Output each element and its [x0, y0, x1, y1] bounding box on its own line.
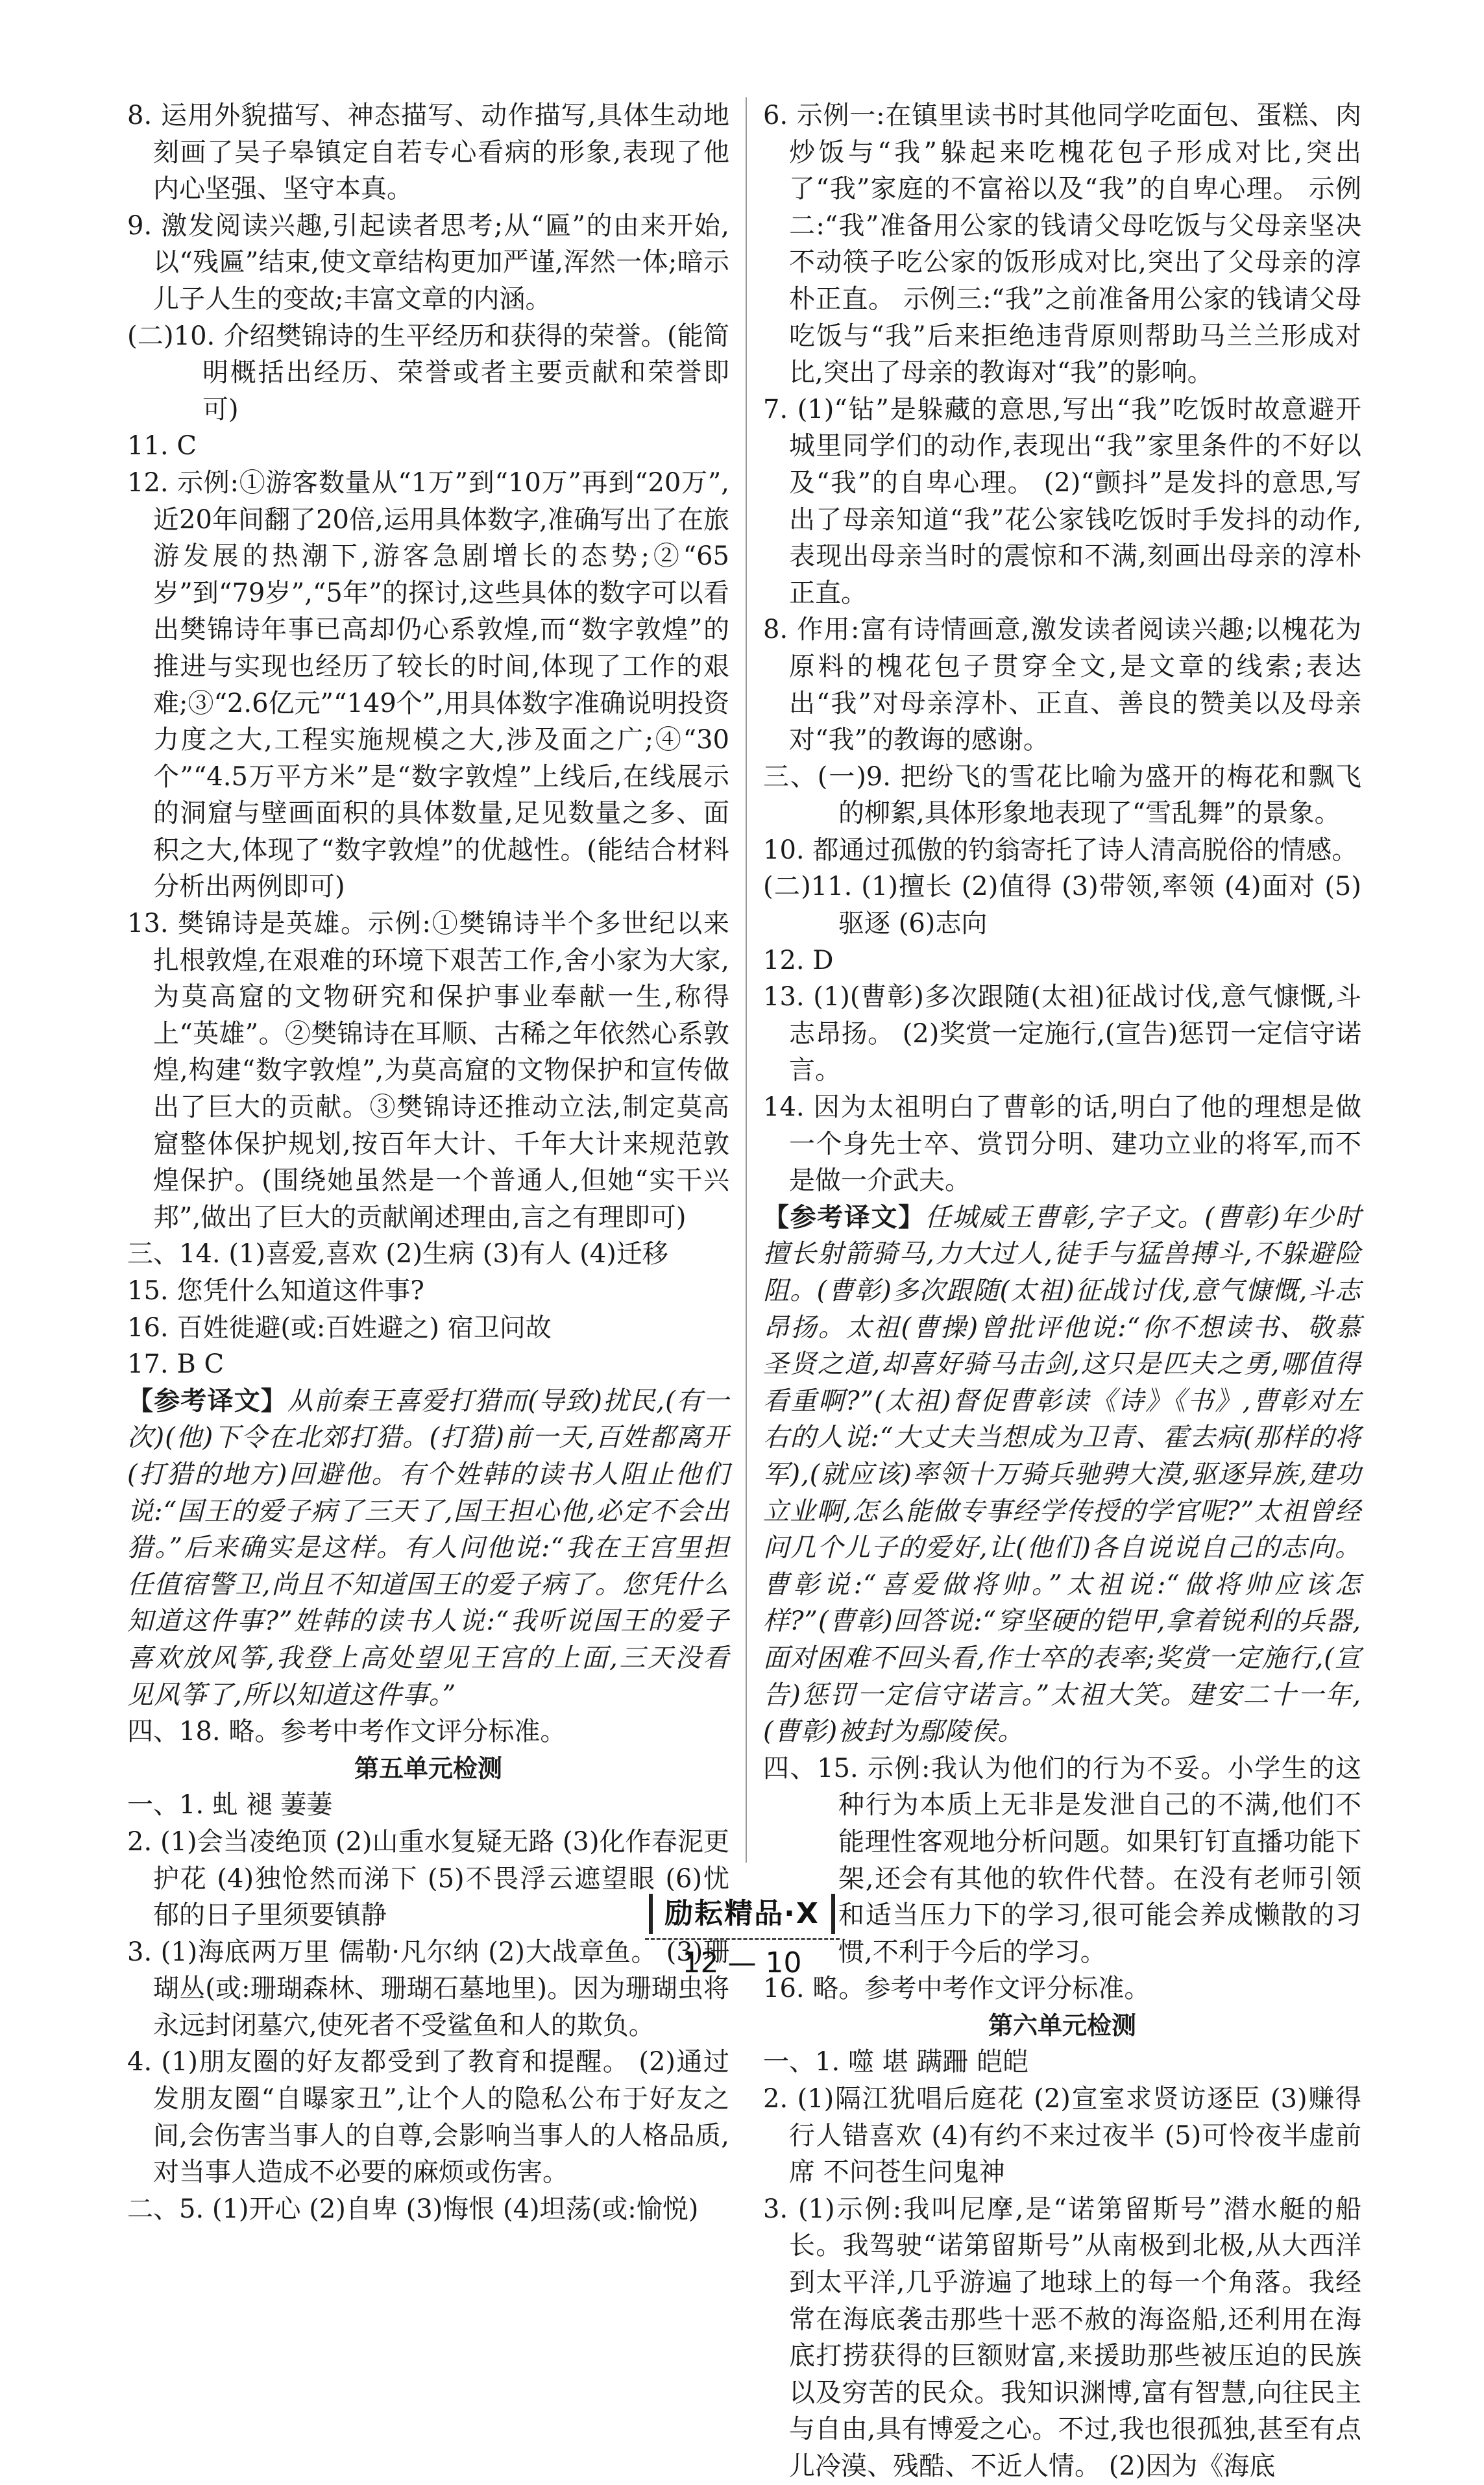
answer-item — [763, 97, 1361, 391]
page-number: 12 — 10 — [682, 1946, 802, 1979]
answer-item — [127, 208, 729, 318]
answer-item — [127, 428, 729, 465]
answer-item — [127, 2191, 729, 2228]
answer-item — [127, 2044, 729, 2190]
brand-underline — [645, 1938, 840, 1940]
answer-text: 7. (1)“钻”是躲藏的意思,写出“我”吃饭时故意避开城里同学们的动作,表现出“我”家里条件的不好以及“我”的自卑心理。 (2)“颤抖”是发抖的意思,写出了母亲知道“我”花公家钱吃饭时手发抖的动作,表现出母亲当时的震惊和不满,刻画出母亲的淳朴正直。 — [763, 394, 1361, 608]
answer-text: 一、1. 噬 堪 蹒跚 皑皑 — [763, 2047, 1029, 2077]
answer-text: 四、15. 示例:我认为他们的行为不妥。小学生的这种行为本质上无非是发泄自己的不满,他们不能理性客观地分析问题。如果钉钉直播功能下架,还会有其他的软件代替。在没有老师引领和适当压力下的学习,很可能会养成懒散的习惯,不利于今后的学习。 — [763, 1753, 1361, 1967]
answer-text: 2. (1)隔江犹唱后庭花 (2)宣室求贤访逐臣 (3)赚得行人错喜欢 (4)有约不来过夜半 (5)可怜夜半虚前席 不问苍生问鬼神 — [763, 2084, 1361, 2188]
answer-item — [763, 2044, 1361, 2081]
right-column — [763, 97, 1361, 2485]
answer-item — [127, 1310, 729, 1347]
answer-item — [127, 1713, 729, 1750]
answer-item — [127, 1346, 729, 1383]
answer-text: 10. 都通过孤傲的钓翁寄托了诗人清高脱俗的情感。 — [763, 835, 1358, 865]
answer-text: 二、5. (1)开心 (2)自卑 (3)悔恨 (4)坦荡(或:愉悦) — [127, 2194, 699, 2224]
answer-item — [763, 979, 1361, 1089]
answer-text: 9. 激发阅读兴趣,引起读者思考;从“匾”的由来开始,以“残匾”结束,使文章结构更加严谨,浑然一体;暗示儿子人生的变故;丰富文章的内涵。 — [127, 210, 729, 314]
answer-text: 三、(一)9. 把纷飞的雪花比喻为盛开的梅花和飘飞的柳絮,具体形象地表现了“雪乱舞”的景象。 — [763, 761, 1361, 829]
translation-label: 【参考译文】 — [763, 1202, 925, 1232]
answer-item — [127, 1236, 729, 1273]
answer-text: (二)10. 介绍樊锦诗的生平经历和获得的荣誉。(能简明概括出经历、荣誉或者主要贡献和荣誉即可) — [127, 321, 729, 424]
answer-item — [763, 2191, 1361, 2485]
answer-text: 12. 示例:①游客数量从“1万”到“10万”再到“20万”,近20年间翻了20倍,运用具体数字,准确写出了在旅游发展的热潮下,游客急剧增长的态势;②“65岁”到“79岁”,“5年”的探讨,这些具体的数字可以看出樊锦诗年事已高却仍心系敦煌,而“数字敦煌”的推进与实现也经历了较长的时间,体现了工作的艰难;③“2.6亿元”“149个”,用具体数字准确说明投资力度之大,工程实施规模之大,涉及面之广;④“30个”“4.5万平方米”是“数字敦煌”上线后,在线展示的洞窟与壁画面积的具体数量,足见数量之多、面积之大,体现了“数字敦煌”的优越性。(能结合材料分析出两例即可) — [127, 467, 729, 902]
answer-text: 8. 作用:富有诗情画意,激发读者阅读兴趣;以槐花为原料的槐花包子贯穿全文,是文章的线索;表达出“我”对母亲淳朴、正直、善良的赞美以及母亲对“我”的教诲的感谢。 — [763, 615, 1361, 755]
answer-text: 6. 示例一:在镇里读书时其他同学吃面包、蛋糕、肉炒饭与“我”躲起来吃槐花包子形成对比,突出了“我”家庭的不富裕以及“我”的自卑心理。 示例二:“我”准备用公家的钱请父母吃饭与父母亲坚决不动筷子吃公家的饭形成对比,突出了父母亲的淳朴正直。 示例三:“我”之前准备用公家的钱请父母吃饭与“我”后来拒绝违背原则帮助马兰兰形成对比,突出了母亲的教诲对“我”的影响。 — [763, 101, 1361, 388]
answer-item — [127, 905, 729, 1236]
answer-item — [127, 465, 729, 905]
answer-item — [763, 942, 1361, 979]
answer-text: 8. 运用外貌描写、神态描写、动作描写,具体生动地刻画了吴子皋镇定自若专心看病的形象,表现了他内心坚强、坚守本真。 — [127, 101, 729, 204]
answer-item — [763, 868, 1361, 942]
answer-text: 13. 樊锦诗是英雄。示例:①樊锦诗半个多世纪以来扎根敦煌,在艰难的环境下艰苦工作,舍小家为大家,为莫高窟的文物研究和保护事业奉献一生,称得上“英雄”。②樊锦诗在耳顺、古稀之年依然心系敦煌,构建“数字敦煌”,为莫高窟的文物保护和宣传做出了巨大的贡献。③樊锦诗还推动立法,制定莫高窟整体保护规划,按百年大计、千年大计来规范敦煌保护。(围绕她虽然是一个普通人,但她“实干兴邦”,做出了巨大的贡献阐述理由,言之有理即可) — [127, 909, 729, 1232]
section-heading: 第六单元检测 — [988, 2011, 1136, 2040]
answer-item — [763, 759, 1361, 832]
brand-logo: 励耘精品·X — [649, 1894, 835, 1934]
answer-text: 16. 百姓徙避(或:百姓避之) 宿卫问故 — [127, 1312, 552, 1343]
answer-item — [127, 1273, 729, 1310]
answer-text: 15. 您凭什么知道这件事? — [127, 1276, 424, 1306]
page-footer — [0, 1894, 1484, 1979]
answer-text: 3. (1)示例:我叫尼摩,是“诺第留斯号”潜水艇的船长。我驾驶“诺第留斯号”从南极到北极,从大西洋到太平洋,几乎游遍了地球上的每一个角落。我经常在海底袭击那些十恶不赦的海盗船,还利用在海底打捞获得的巨额财富,来援助那些被压迫的民族以及穷苦的民众。我知识渊博,富有智慧,向往民主与自由,具有博爱之心。不过,我也很孤独,甚至有点儿冷漠、残酷、不近人情。 (2)因为《海底 — [763, 2194, 1361, 2481]
answer-item — [763, 832, 1361, 869]
answer-text: 从前秦王喜爱打猎而(导致)扰民,(有一次)(他)下令在北郊打猎。(打猎)前一天,百姓都离开(打猎的地方)回避他。有个姓韩的读书人阻止他们说:“国王的爱子病了三天了,国王担心他,必定不会出猎。”后来确实是这样。有人问他说:“我在王宫里担任值宿警卫,尚且不知道国王的爱子病了。您凭什么知道这件事?”姓韩的读书人说:“我听说国王的爱子喜欢放风筝,我登上高处望见王宫的上面,三天没看见风筝了,所以知道这件事。” — [127, 1386, 730, 1710]
answer-text: 4. (1)朋友圈的好友都受到了教育和提醒。 (2)通过发朋友圈“自曝家丑”,让个人的隐私公布于好友之间,会伤害当事人的自尊,会影响当事人的人格品质,对当事人造成不必要的麻烦或伤害。 — [127, 2047, 729, 2188]
answer-text: 2. (1)会当凌绝顶 (2)山重水复疑无路 (3)化作春泥更护花 (4)独怆然而涕下 (5)不畏浮云遮望眼 (6)忧郁的日子里须要镇静 — [127, 1826, 729, 1931]
answer-item — [763, 2081, 1361, 2191]
answer-item — [763, 1089, 1361, 1199]
answer-item — [127, 1787, 729, 1824]
answer-text: 11. C — [127, 431, 197, 461]
answer-text: 三、14. (1)喜爱,喜欢 (2)生病 (3)有人 (4)迁移 — [127, 1239, 668, 1269]
answer-text: 16. 略。参考中考作文评分标准。 — [763, 1974, 1150, 2004]
answer-item — [127, 318, 729, 428]
answer-item — [127, 97, 729, 208]
answer-text: 17. B C — [127, 1349, 225, 1380]
answer-text: (二)11. (1)擅长 (2)值得 (3)带领,率领 (4)面对 (5)驱逐 (6)志向 — [763, 872, 1361, 939]
translation-label: 【参考译文】 — [127, 1386, 287, 1416]
answer-text: 12. D — [763, 945, 834, 975]
answer-text: 任城威王曹彰,字子文。(曹彰)年少时擅长射箭骑马,力大过人,徒手与猛兽搏斗,不躲避险阻。(曹彰)多次跟随(太祖)征战讨伐,意气慷慨,斗志昂扬。太祖(曹操)曾批评他说:“你不想读书、敬慕圣贤之道,却喜好骑马击剑,这只是匹夫之勇,哪值得看重啊?”(太祖)督促曹彰读《诗》《书》,曹彰对左右的人说:“大丈夫当想成为卫青、霍去病(那样的将军),(就应该)率领十万骑兵驰骋大漠,驱逐异族,建功立业啊,怎么能做专事经学传授的学官呢?”太祖曾经问几个儿子的爱好,让(他们)各自说说自己的志向。曹彰说:“喜爱做将帅。”太祖说:“做将帅应该怎样?”(曹彰)回答说:“穿坚硬的铠甲,拿着锐利的兵器,面对困难不回头看,作士卒的表率;奖赏一定施行,(宣告)惩罚一定信守诺言。”太祖大笑。建安二十一年,(曹彰)被封为鄢陵侯。 — [763, 1202, 1361, 1747]
answer-text: 3. (1)海底两万里 儒勒·凡尔纳 (2)大战章鱼。 (3)珊瑚丛(或:珊瑚森林、珊瑚石墓地里)。因为珊瑚虫将永远封闭墓穴,使死者不受鲨鱼和人的欺负。 — [127, 1937, 729, 2040]
answer-item — [763, 611, 1361, 758]
section-heading: 第五单元检测 — [354, 1754, 502, 1783]
translation-paragraph — [127, 1383, 729, 1713]
answer-item — [763, 391, 1361, 612]
answer-text: 四、18. 略。参考中考作文评分标准。 — [127, 1717, 566, 1747]
column-divider — [746, 97, 747, 1863]
answer-text: 14. 因为太祖明白了曹彰的话,明白了他的理想是做一个身先士卒、赏罚分明、建功立业的将军,而不是做一介武夫。 — [763, 1092, 1361, 1196]
answer-text: 一、1. 虬 褪 萋萋 — [127, 1790, 333, 1820]
translation-paragraph — [763, 1199, 1361, 1750]
answer-text: 13. (1)(曹彰)多次跟随(太祖)征战讨伐,意气慷慨,斗志昂扬。 (2)奖赏一定施行,(宣告)惩罚一定信守诺言。 — [763, 982, 1361, 1086]
